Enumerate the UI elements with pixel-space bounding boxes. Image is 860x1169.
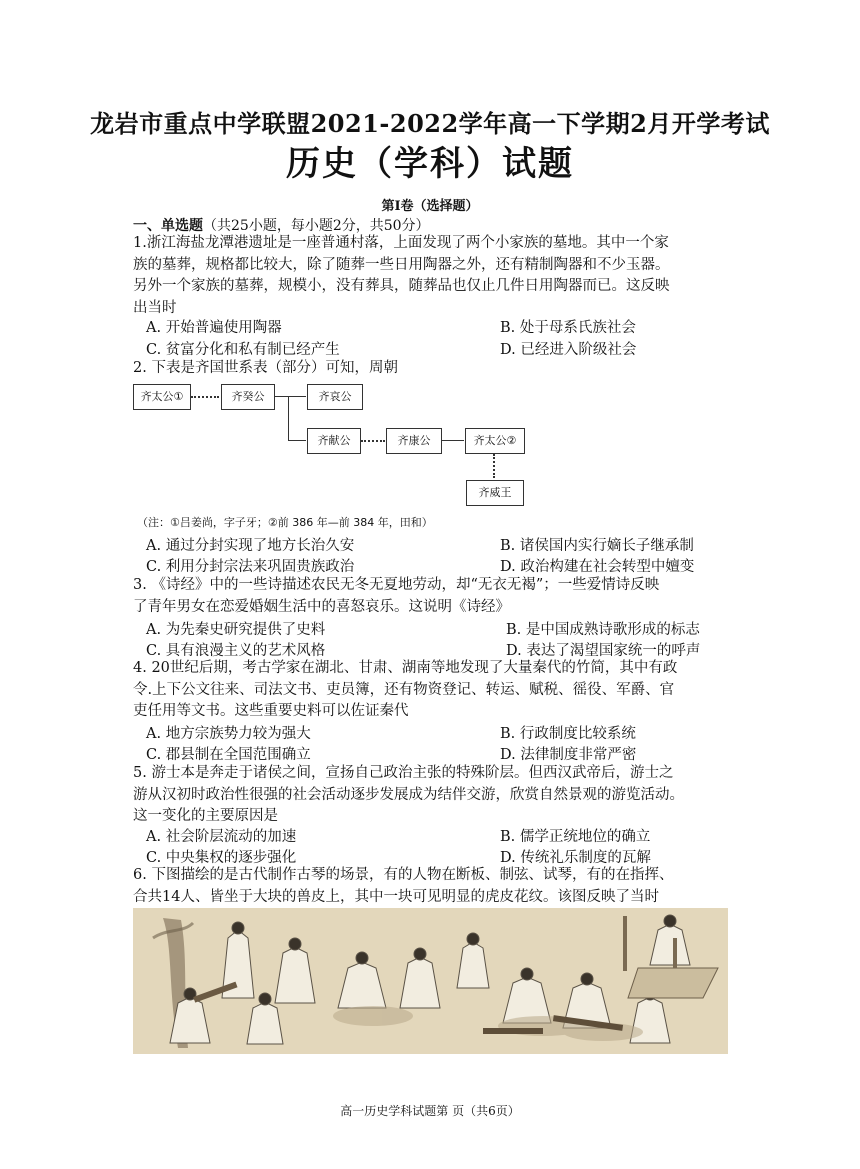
genealogy-note: （注：①吕姜尚，字子牙；②前 386 年—前 384 年，田和） xyxy=(137,516,433,529)
section-heading: 第Ⅰ卷（选择题） xyxy=(381,199,479,214)
option-b: B. 是中国成熟诗歌形成的标志 xyxy=(506,622,700,638)
question-4 xyxy=(133,658,738,723)
question-line: 了青年男女在恋爱婚姻生活中的喜怒哀乐。这说明《诗经》 xyxy=(133,598,510,615)
option-b: B. 行政制度比较系统 xyxy=(500,726,636,742)
question-2 xyxy=(133,358,733,380)
connector xyxy=(275,396,306,397)
question-line: 合共14人、皆坐于大块的兽皮上，其中一块可见明显的虎皮花纹。该图反映了当时 xyxy=(133,888,659,905)
subject-title: 历史（学科）试题 xyxy=(286,144,574,184)
option-a: A. 开始普遍使用陶器 xyxy=(146,320,282,336)
part-label: 一、单选题 xyxy=(133,218,203,234)
option-a: A. 通过分封实现了地方长治久安 xyxy=(146,538,355,554)
connector xyxy=(493,454,495,478)
question-line: 6. 下图描绘的是古代制作古琴的场景，有的人物在断板、制弦、试琴，有的在指挥、 xyxy=(133,867,674,883)
option-d: D. 政治构建在社会转型中嬗变 xyxy=(500,559,695,575)
option-c: C. 中央集权的逐步强化 xyxy=(146,850,297,866)
part-heading xyxy=(133,215,430,235)
connector xyxy=(288,440,306,441)
connector xyxy=(442,440,464,441)
option-c: C. 利用分封宗法来巩固贵族政治 xyxy=(146,559,355,575)
option-d: D. 法律制度非常严密 xyxy=(500,747,637,763)
question-line: 1.浙江海盐龙潭港遗址是一座普通村落，上面发现了两个小家族的墓地。其中一个家 xyxy=(133,235,669,251)
node-qi-aigong: 齐哀公 xyxy=(307,384,363,410)
node-qi-guigong: 齐癸公 xyxy=(221,384,275,410)
guqin-making-painting xyxy=(133,908,728,1054)
question-line: 另外一个家族的墓葬，规模小，没有葬具，随葬品也仅止几件日用陶器而已。这反映 xyxy=(133,278,670,294)
node-qi-taigong-1: 齐太公① xyxy=(133,384,191,410)
question-6 xyxy=(133,865,738,908)
option-a: A. 地方宗族势力较为强大 xyxy=(146,726,311,742)
page-footer: 高一历史学科试题第 页（共6页） xyxy=(340,1104,520,1118)
node-qi-taigong-2: 齐太公② xyxy=(465,428,525,454)
question-line: 令.上下公文往来、司法文书、吏员簿，还有物资登记、转运、赋税、徭役、军爵、官 xyxy=(133,681,675,698)
question-5 xyxy=(133,763,738,828)
exam-title: 龙岩市重点中学联盟2021-2022学年高一下学期2月开学考试 xyxy=(90,109,770,138)
question-3 xyxy=(133,575,738,618)
option-c: C. 贫富分化和私有制已经产生 xyxy=(146,342,340,358)
option-a: A. 为先秦史研究提供了史料 xyxy=(146,622,326,638)
connector xyxy=(288,396,289,441)
part-note: （共25小题，每小题2分，共50分） xyxy=(203,218,430,234)
question-line: 5. 游士本是奔走于诸侯之间，宣扬自己政治主张的特殊阶层。但西汉武帝后，游士之 xyxy=(133,765,674,781)
option-c: C. 郡县制在全国范围确立 xyxy=(146,747,311,763)
option-d: D. 已经进入阶级社会 xyxy=(500,342,637,358)
painting-figures xyxy=(133,908,728,1054)
option-d: D. 表达了渴望国家统一的呼声 xyxy=(506,643,701,659)
node-qi-weiwang: 齐威王 xyxy=(466,480,524,506)
option-b: B. 儒学正统地位的确立 xyxy=(500,829,651,845)
option-c: C. 具有浪漫主义的艺术风格 xyxy=(146,643,326,659)
question-line: 出当时 xyxy=(133,299,177,316)
option-b: B. 诸侯国内实行嫡长子继承制 xyxy=(500,538,694,554)
question-line: 这一变化的主要原因是 xyxy=(133,808,278,824)
question-line: 2. 下表是齐国世系表（部分）可知，周朝 xyxy=(133,360,398,376)
node-qi-kanggong: 齐康公 xyxy=(386,428,442,454)
connector xyxy=(191,396,219,398)
question-line: 族的墓葬，规格都比较大，除了随葬一些日用陶器之外，还有精制陶器和不少玉器。 xyxy=(133,256,670,273)
node-qi-xiangong: 齐献公 xyxy=(307,428,361,454)
question-line: 吏任用等文书。这些重要史料可以佐证秦代 xyxy=(133,703,409,719)
option-b: B. 处于母系氏族社会 xyxy=(500,320,636,336)
question-1 xyxy=(133,233,733,319)
option-d: D. 传统礼乐制度的瓦解 xyxy=(500,850,651,866)
question-line: 3. 《诗经》中的一些诗描述农民无冬无夏地劳动，却“无衣无褐”；一些爱情诗反映 xyxy=(133,577,660,593)
question-line: 游从汉初时政治性很强的社会活动逐步发展成为结伴交游，欣赏自然景观的游览活动。 xyxy=(133,786,684,803)
question-line: 4. 20世纪后期，考古学家在湖北、甘肃、湖南等地发现了大量秦代的竹简，其中有政 xyxy=(133,660,678,676)
connector xyxy=(361,440,385,442)
option-a: A. 社会阶层流动的加速 xyxy=(146,829,297,845)
